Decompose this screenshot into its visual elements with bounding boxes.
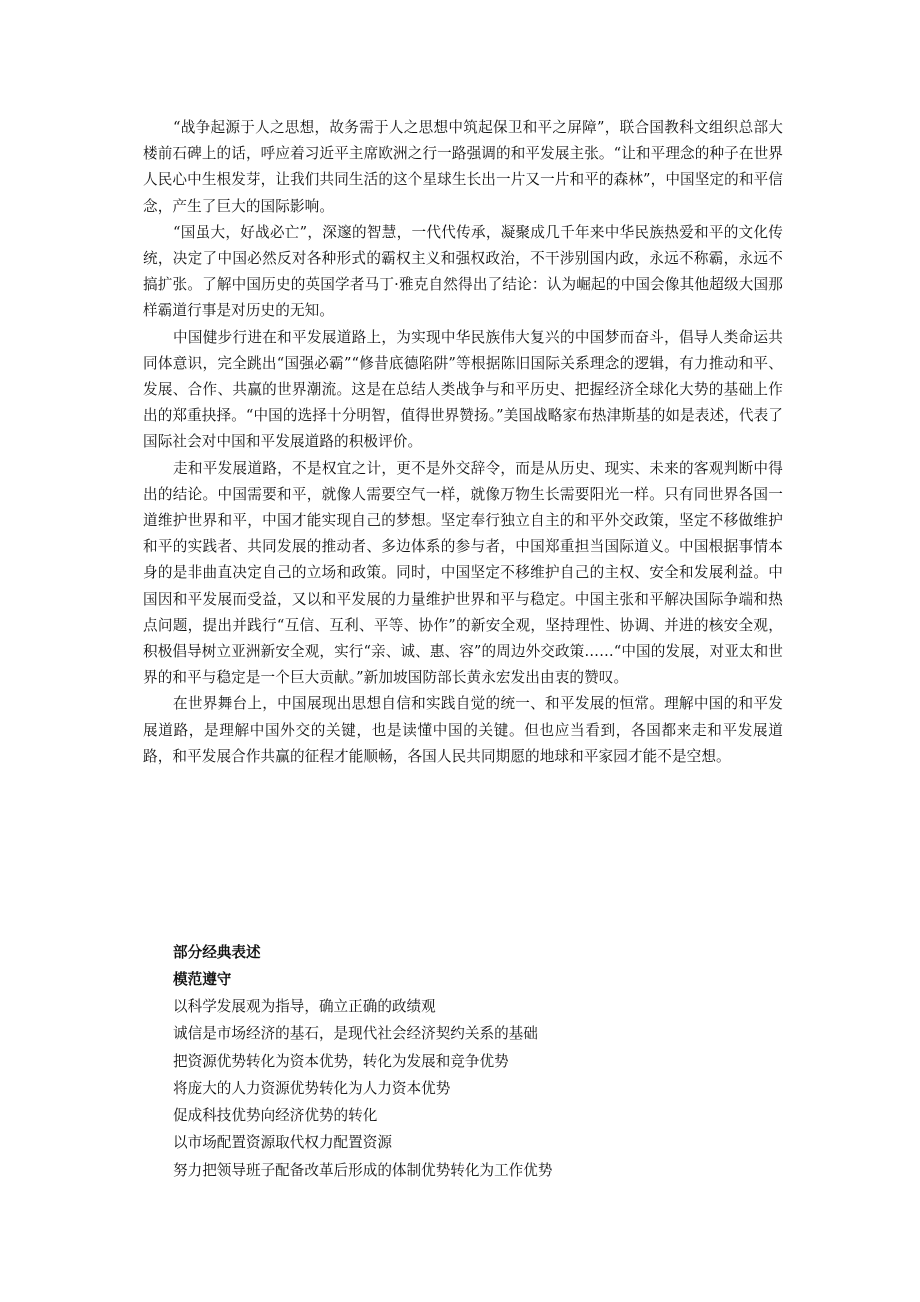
list-item: 将庞大的人力资源优势转化为人力资本优势 [173, 1079, 451, 1097]
article-body [143, 115, 783, 770]
article-paragraph: 中国健步行进在和平发展道路上，为实现中华民族伟大复兴的中国梦而奋斗，倡导人类命运共同体意识，完全跳出“国强必霸”“修昔底德陷阱”等根据陈旧国际关系理念的逻辑，有力推动和平、发展、合作、共赢的世界潮流。这是在总结人类战争与和平历史、把握经济全球化大势的基础上作出的郑重抉择。“中国的选择十分明智，值得世界赞扬。”美国战略家布热津斯基的如是表述，代表了国际社会对中国和平发展道路的积极评价。 [143, 328, 783, 451]
list-item: 诚信是市场经济的基石，是现代社会经济契约关系的基础 [173, 1025, 538, 1043]
list-item: 以科学发展观为指导，确立正确的政绩观 [173, 998, 436, 1015]
classic-expressions-section [173, 939, 773, 1184]
expression-list [173, 993, 773, 1184]
list-item: 把资源优势转化为资本优势，转化为发展和竞争优势 [173, 1052, 509, 1070]
list-item: 努力把领导班子配备改革后形成的体制优势转化为工作优势 [173, 1161, 553, 1179]
section-subtitle: 模范遵守 [173, 971, 232, 988]
list-item: 以市场配置资源取代权力配置资源 [173, 1134, 392, 1152]
article-paragraph: “国虽大，好战必亡”，深邃的智慧，一代代传承，凝聚成几千年来中华民族热爱和平的文化传统，决定了中国必然反对各种形式的霸权主义和强权政治，不干涉别国内政，永远不称霸，永远不搞扩张。了解中国历史的英国学者马丁·雅克自然得出了结论：认为崛起的中国会像其他超级大国那样霸道行事是对历史的无知。 [143, 223, 783, 320]
article-paragraph: “战争起源于人之思想，故务需于人之思想中筑起保卫和平之屏障”，联合国教科文组织总部大楼前石碑上的话，呼应着习近平主席欧洲之行一路强调的和平发展主张。“让和平理念的种子在世界人民心中生根发芽，让我们共同生活的这个星球生长出一片又一片和平的森林”，中国坚定的和平信念，产生了巨大的国际影响。 [143, 119, 783, 215]
article-paragraph: 走和平发展道路，不是权宜之计，更不是外交辞令，而是从历史、现实、未来的客观判断中得出的结论。中国需要和平，就像人需要空气一样，就像万物生长需要阳光一样。只有同世界各国一道维护世界和平，中国才能实现自己的梦想。坚定奉行独立自主的和平外交政策，坚定不移做维护和平的实践者、共同发展的推动者、多边体系的参与者，中国郑重担当国际道义。中国根据事情本身的是非曲直决定自己的立场和政策。同时，中国坚定不移维护自己的主权、安全和发展利益。中国因和平发展而受益，又以和平发展的力量维护世界和平与稳定。中国主张和平解决国际争端和热点问题，提出并践行“互信、互利、平等、协作”的新安全观，坚持理性、协调、并进的核安全观，积极倡导树立亚洲新安全观，实行“亲、诚、惠、容”的周边外交政策……“中国的发展，对亚太和世界的和平与稳定是一个巨大贡献。”新加坡国防部长黄永宏发出由衷的赞叹。 [143, 459, 783, 687]
section-title: 部分经典表述 [173, 944, 261, 961]
article-paragraph: 在世界舞台上，中国展现出思想自信和实践自觉的统一、和平发展的恒常。理解中国的和平发展道路，是理解中国外交的关键，也是读懂中国的关键。但也应当看到，各国都来走和平发展道路，和平发展合作共赢的征程才能顺畅，各国人民共同期愿的地球和平家园才能不是空想。 [143, 695, 783, 765]
list-item: 促成科技优势向经济优势的转化 [173, 1107, 378, 1125]
